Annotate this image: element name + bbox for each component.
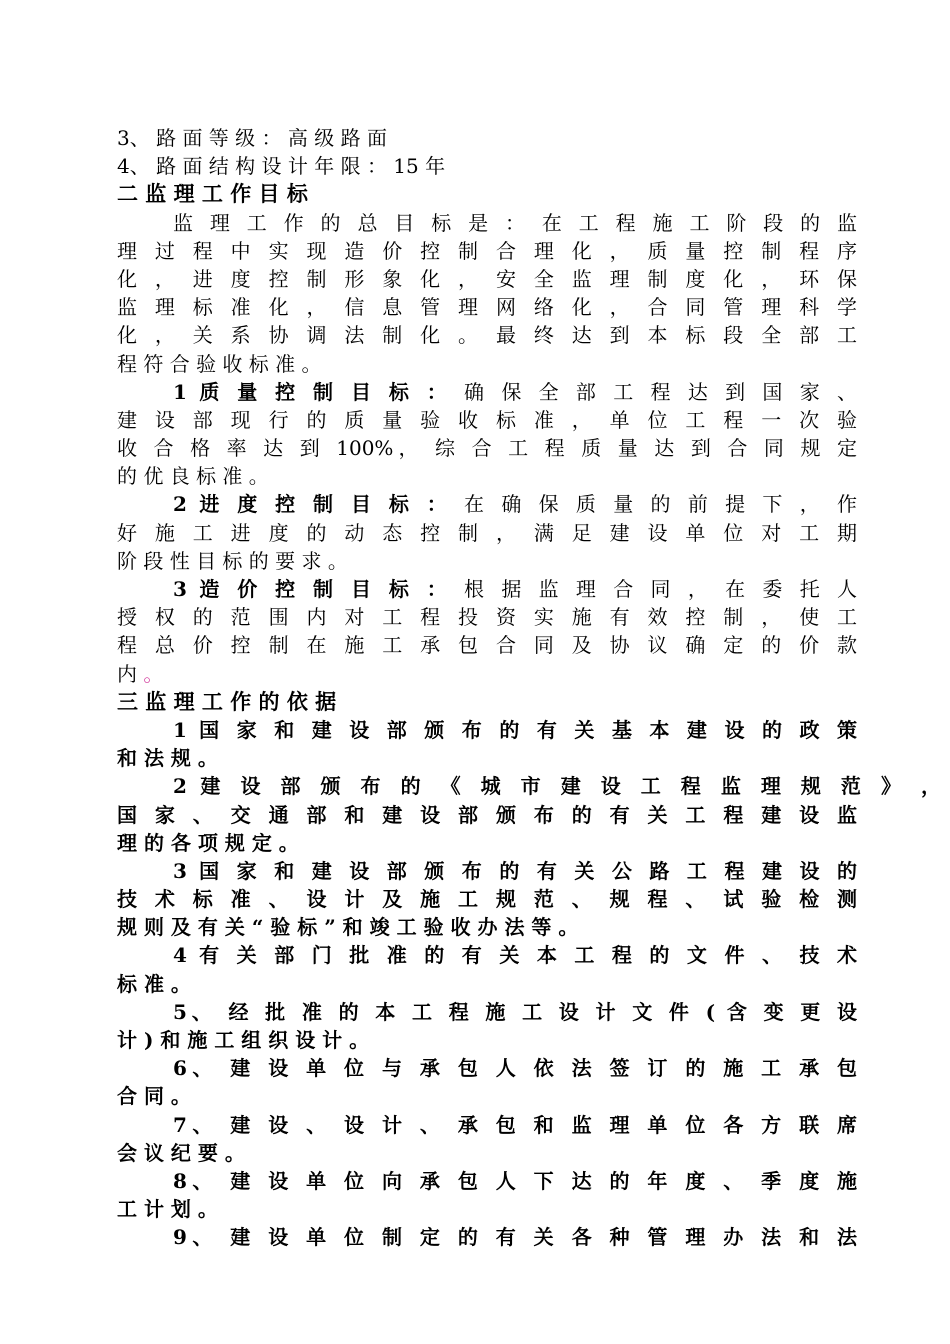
road-grade-item: 3、 路 面 等 级 ： 高 级 路 面 [117, 126, 387, 150]
paragraph-line: 监 理 标 准 化 ， 信 息 管 理 网 络 化 ， 合 同 管 理 科 学 [117, 295, 857, 320]
schedule-goal-label: 2 进 度 控 制 目 标 ： [173, 492, 453, 517]
basis-item-line: 9、 建 设 单 位 制 定 的 有 关 各 种 管 理 办 法 和 法 [173, 1225, 857, 1250]
basis-item-line: 4 有 关 部 门 批 准 的 有 关 本 工 程 的 文 件 、 技 术 [173, 943, 857, 968]
basis-item-line: 7、 建 设 、 设 计 、 承 包 和 监 理 单 位 各 方 联 席 [173, 1112, 857, 1137]
cost-goal-line [117, 575, 857, 603]
document-body [117, 124, 941, 1252]
basis-item-line: 技 术 标 准 、 设 计 及 施 工 规 范 、 规 程 、 试 验 检 测 [117, 887, 857, 912]
paragraph-line: 程 符 合 验 收 标 准 。 [117, 351, 322, 376]
section-heading-basis: 三 监 理 工 作 的 依 据 [117, 688, 337, 714]
basis-item-line: 1 国 家 和 建 设 部 颁 布 的 有 关 基 本 建 设 的 政 策 [173, 717, 857, 742]
schedule-goal-text: 在 确 保 质 量 的 前 提 下 ， 作 [464, 492, 857, 517]
basis-item-line: 3 国 家 和 建 设 部 颁 布 的 有 关 公 路 工 程 建 设 的 [173, 858, 857, 883]
basis-item-line: 会 议 纪 要 。 [117, 1140, 245, 1165]
basis-item-line: 国 家 、 交 通 部 和 建 设 部 颁 布 的 有 关 工 程 建 设 监 [117, 802, 857, 827]
quality-goal-line [117, 378, 857, 406]
basis-item-line: 合 同 。 [117, 1084, 191, 1109]
basis-item-line: 工 计 划 。 [117, 1197, 218, 1222]
section-heading-goals: 二 监 理 工 作 目 标 [117, 181, 308, 207]
quality-goal-text: 确 保 全 部 工 程 达 到 国 家 、 [464, 379, 857, 404]
cost-goal-label: 3 造 价 控 制 目 标 ： [173, 577, 453, 601]
basis-item-line: 理 的 各 项 规 定 。 [117, 830, 299, 855]
cost-goal-end-text: 内 [117, 661, 137, 686]
design-life-item: 4、 路 面 结 构 设 计 年 限 ： 15 年 [117, 154, 446, 179]
basis-item-line: 和 法 规 。 [117, 746, 218, 771]
paragraph-line: 阶 段 性 目 标 的 要 求 。 [117, 548, 348, 573]
paragraph-line: 监 理 工 作 的 总 目 标 是 ： 在 工 程 施 工 阶 段 的 监 [173, 210, 857, 235]
paragraph-line [117, 660, 857, 688]
basis-item-line: 5、 经 批 准 的 本 工 程 施 工 设 计 文 件 ( 含 变 更 设 [173, 999, 857, 1024]
quality-goal-label: 1 质 量 控 制 目 标 ： [173, 379, 453, 404]
paragraph-line: 收 合 格 率 达 到 100%， 综 合 工 程 质 量 达 到 合 同 规 定 [117, 436, 857, 461]
basis-item-line: 标 准 。 [117, 971, 191, 996]
paragraph-line: 程 总 价 控 制 在 施 工 承 包 合 同 及 协 议 确 定 的 价 款 [117, 633, 857, 658]
basis-item-line: 2 建 设 部 颁 布 的 《 城 市 建 设 工 程 监 理 规 范 》 ， [173, 774, 941, 799]
schedule-goal-line [117, 490, 857, 518]
basis-item-line: 8、 建 设 单 位 向 承 包 人 下 达 的 年 度 、 季 度 施 [173, 1168, 857, 1193]
paragraph-line: 好 施 工 进 度 的 动 态 控 制 ， 满 足 建 设 单 位 对 工 期 [117, 520, 857, 545]
paragraph-line: 理 过 程 中 实 现 造 价 控 制 合 理 化 ， 质 量 控 制 程 序 [117, 238, 857, 263]
paragraph-line: 的 优 良 标 准 。 [117, 464, 269, 489]
paragraph-line: 化 ， 进 度 控 制 形 象 化 ， 安 全 监 理 制 度 化 ， 环 保 [117, 266, 857, 291]
basis-item-line: 规 则 及 有 关 “ 验 标 ” 和 竣 工 验 收 办 法 等 。 [117, 915, 579, 940]
basis-item-line: 计 ) 和 施 工 组 织 设 计 。 [117, 1028, 370, 1052]
basis-item-line: 6、 建 设 单 位 与 承 包 人 依 法 签 订 的 施 工 承 包 [173, 1056, 857, 1081]
cost-goal-text: 根 据 监 理 合 同 ， 在 委 托 人 [464, 577, 857, 601]
paragraph-line: 授 权 的 范 围 内 对 工 程 投 资 实 施 有 效 控 制 ， 使 工 [117, 605, 857, 630]
paragraph-line: 建 设 部 现 行 的 质 量 验 收 标 准 ， 单 位 工 程 一 次 验 [117, 407, 857, 432]
magenta-period: 。 [143, 661, 164, 686]
paragraph-line: 化 ， 关 系 协 调 法 制 化 。 最 终 达 到 本 标 段 全 部 工 [117, 323, 857, 348]
